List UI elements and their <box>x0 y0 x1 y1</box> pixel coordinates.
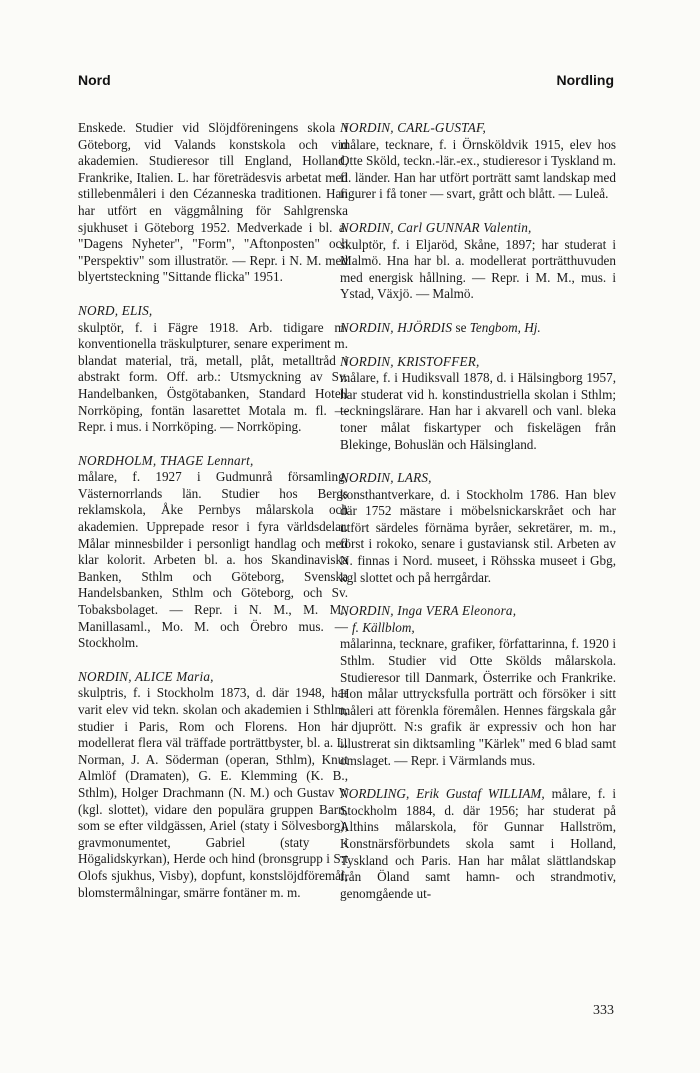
entry-nordin-kristoffer <box>340 354 616 454</box>
entry-heading: NORDIN, HJÖRDIS <box>340 319 453 335</box>
entry-nord-elis <box>78 303 348 436</box>
running-head-right: Nordling <box>556 72 614 88</box>
entry-heading: NORDIN, CARL-GUSTAF, <box>340 120 487 135</box>
entry-text: skulptör, f. i Fägre 1918. Arb. tidigare m. konventionella träskulpturer, senare experiment m. blandat material, trä, metall, plåt, metalltråd i abstrakt form. Off. arb.: Utsmyckning av Sv. Handelbanken, Östgötabanken, Standard Hotell Norrköping, fontän lasarettet Motala m. fl. — Repr. i mus. i Norrköping. — Norrköping. <box>78 319 348 435</box>
entry-text: skulptris, f. i Stockholm 1873, d. där 1948, har varit elev vid tekn. skolan och akademien i Sthlm, studier i Paris, Rom och Florens. Hon har modellerat flera väl träffade porträttbyster, bl. a. L. Norman, J. A. Söderman (operan, Sthlm), Knut Almlöf (Dramaten), G. E. Klemming (K. B., Sthlm), Holger Drachmann (N. M.) och Gustav V (kgl. slottet), vidare den populära gruppen Barn, som se efter vildgässen, Ariel (staty i Sölvesborg), gravmonumentet, Gabriel (staty i Högalidskyrkan), Herde och hind (bronsgrupp i S:t Olofs sjukhus, Visby), dopfunt, konstslöjdföremål, blomstermålningar, smärre fontäner m. m. <box>78 685 348 900</box>
entry-heading: NORDHOLM, THAGE Lennart, <box>78 452 254 468</box>
entry-text: målare, f. i Hudiksvall 1878, d. i Hälsingborg 1957, har studerat vid h. konstindustriella skolan i Sthlm; teckningslärare. Han har i akvarell och vanl. bleka toner målat fiskartyper och fiskelägen från Blekinge, Bohuslän och Hälsingland. <box>340 370 616 452</box>
entry-heading: NORDIN, LARS, <box>340 470 432 486</box>
running-head-left: Nord <box>78 72 111 88</box>
entry-nordin-hjordis-cross-reference <box>340 320 616 337</box>
right-column <box>340 120 616 919</box>
entry-heading: NORDIN, Inga VERA Eleonora, <box>340 603 517 619</box>
continuation-paragraph: Enskede. Studier vid Slöjdföreningens skola i Göteborg, vid Valands konstskola och vid akademien. Studieresor till England, Holland, Frankrike, Italien. L. har företrädesvis arbetat med stillebenmåleri i den Cézanneska traditionen. Han har utfört en väggmålning för Sahlgrenska sjukhuset i Göteborg 1952. Medverkade i bl. a. "Dagens Nyheter", "Form", "Aftonposten" och "Perspektiv" som illustratör. — Repr. i N. M. med blyertsteckning "Sittande flicka" 1951. <box>78 120 348 285</box>
entry-heading: NORDIN, Carl GUNNAR Valentin, <box>340 219 532 235</box>
entry-nordholm-thage <box>78 453 348 652</box>
entry-nordin-lars <box>340 470 616 586</box>
entry-heading: NORD, ELIS, <box>78 302 153 318</box>
entry-text: skulptör, f. i Eljaröd, Skåne, 1897; har studerat i Malmö. Hna har bl. a. modellerat porträtthuvuden med energisk hållning. — Repr. i M. M., mus. i Ystad, Växjö. — Malmö. <box>340 236 616 302</box>
entry-nordin-gunnar <box>340 220 616 303</box>
left-column <box>78 120 348 918</box>
see-word: se <box>455 319 467 335</box>
entry-nordin-carl-gustaf <box>340 120 616 203</box>
entry-text: målare, f. 1927 i Gudmunrå församling, Västernorrlands län. Studier hos Bergs reklamskola, Åke Pernbys målarskola och akademien. Upprepade resor i fyra världsdelar. Målar minnesbilder i personligt handlag och med klar kolorit. Arbeten bl. a. hos Skandinaviska Banken, Sthlm och Göteborg, Svenska Handelsbanken, Sthlm och Göteborg, och Sv. Tobaksbolaget. — Repr. i N. M., M. M., Manillasaml., Mo. M. och Örebro mus. — Stockholm. <box>78 469 348 651</box>
entry-heading: NORDIN, ALICE Maria, <box>78 668 214 684</box>
see-target: Tengbom, Hj. <box>469 319 541 335</box>
entry-nordin-vera <box>340 603 616 769</box>
entry-text: målare, f. i Stockholm 1884, d. där 1956; har studerat på Althins målarskola, för Gunnar Hallström, Konstnärsförbundets skola samt i Holland, Tyskland och Paris. Han har målat slättlandskap från Öland samt hamn- och strandmotiv, genomgående ut- <box>340 786 617 901</box>
entry-text: målare, tecknare, f. i Örnsköldvik 1915, elev hos Otte Sköld, teckn.-lär.-ex., studieresor i Tyskland m. fl. länder. Han har utfört porträtt samt landskap med figurer i få toner — svart, grått och blått. — Luleå. <box>340 136 616 202</box>
entry-nordling-william <box>340 786 616 902</box>
entry-birth-name: f. Källblom, <box>352 619 415 635</box>
entry-text: målarinna, tecknare, grafiker, författarinna, f. 1920 i Sthlm. Studier vid Otte Skölds målarskola. Studieresor till Danmark, Österrike och Frankrike. Hon målar uttrycksfulla porträtt och försöker i sitt måleri att förenkla föremålen. Hennes färgskala går i djuprött. N:s grafik är expressiv och hon har illustrerat sin diktsamling "Kärlek" med 6 blad samt omslaget. — Repr. i Värmlands mus. <box>340 636 616 768</box>
entry-text: konsthantverkare, d. i Stockholm 1786. Han blev där 1752 mästare i möbelsnickarskrået och har utfört särdeles förnäma byråer, sekretärer, m. m., först i rokoko, senare i gustaviansk stil. Arbeten av N. finnas i Nord. museet, i Röhsska museet i Gbg, kgl slottet och på herrgårdar. <box>340 486 616 585</box>
entry-heading: NORDIN, KRISTOFFER, <box>340 353 480 369</box>
page-number: 333 <box>593 1003 614 1018</box>
entry-heading: NORDLING, Erik Gustaf WILLIAM, <box>340 786 545 802</box>
entry-nordin-alice <box>78 669 348 901</box>
